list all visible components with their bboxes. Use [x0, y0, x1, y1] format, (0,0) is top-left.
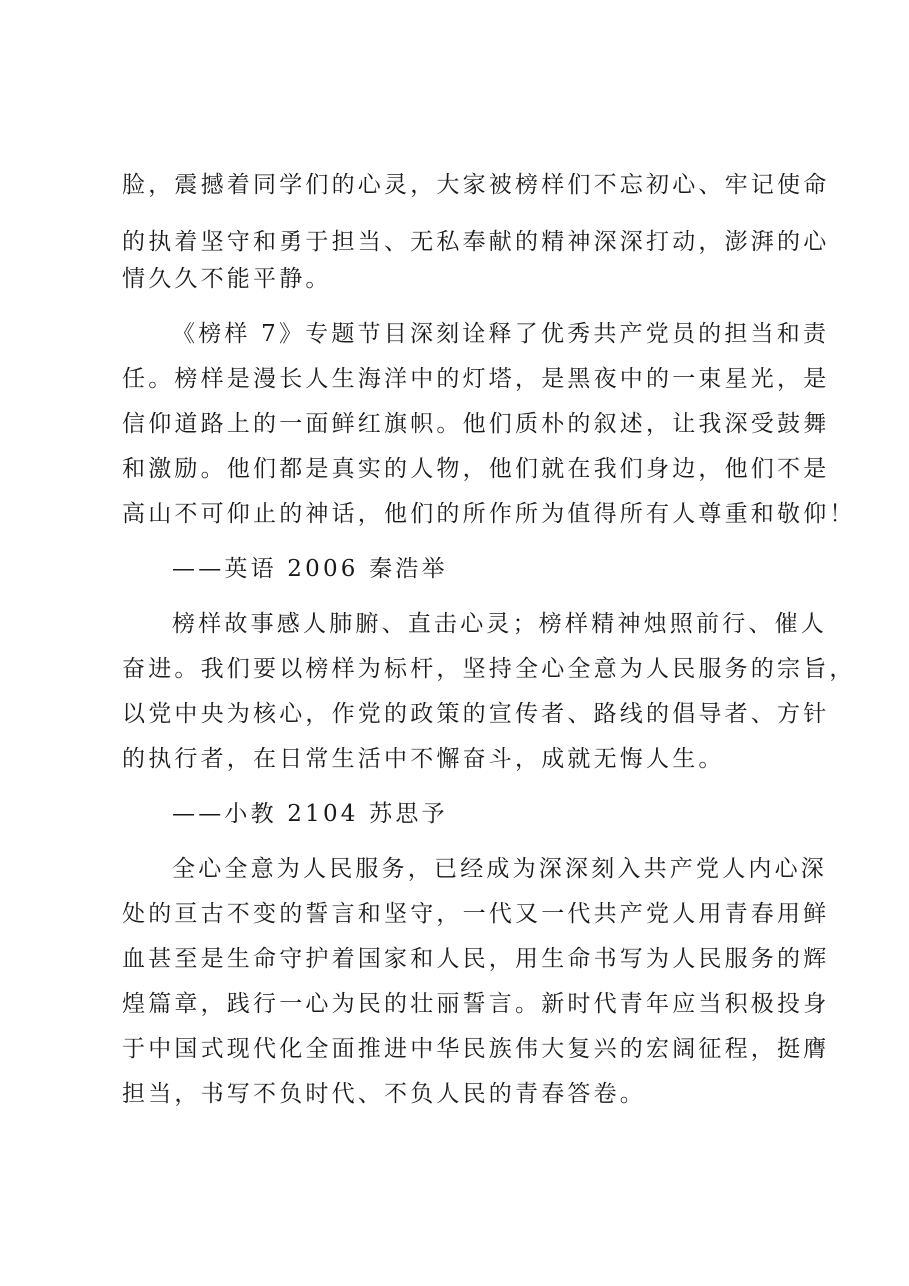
author-signature: ——小教 2104 苏思予: [172, 801, 448, 827]
text-line: 的执行者，在日常生活中不懈奋斗，成就无悔人生。: [122, 746, 725, 772]
text-line: 情久久不能平静。: [122, 266, 332, 292]
text-line: 高山不可仰止的神话，他们的所作所为值得所有人尊重和敬仰！: [122, 501, 856, 527]
text-line: 信仰道路上的一面鲜红旗帜。他们质朴的叙述，让我深受鼓舞: [122, 411, 830, 437]
paragraph-start-line: 榜样故事感人肺腑、直击心灵；榜样精神烛照前行、催人: [172, 611, 827, 637]
text-line: 任。榜样是漫长人生海洋中的灯塔，是黑夜中的一束星光，是: [122, 366, 830, 392]
paragraph-start-line: 《榜样 7》专题节目深刻诠释了优秀共产党员的担当和责: [172, 321, 830, 347]
text-line: 的执着坚守和勇于担当、无私奉献的精神深深打动，澎湃的心: [122, 229, 830, 255]
text-line: 和激励。他们都是真实的人物，他们就在我们身边，他们不是: [122, 456, 830, 482]
text-line: 于中国式现代化全面推进中华民族伟大复兴的宏阔征程，挺膺: [122, 1036, 830, 1062]
text-line: 担当，书写不负时代、不负人民的青春答卷。: [122, 1081, 646, 1107]
text-line: 煌篇章，践行一心为民的壮丽誓言。新时代青年应当积极投身: [122, 991, 830, 1017]
text-line: 脸，震撼着同学们的心灵，大家被榜样们不忘初心、牢记使命: [122, 172, 830, 198]
author-signature: ——英语 2006 秦浩举: [172, 556, 448, 582]
text-line: 以党中央为核心，作党的政策的宣传者、路线的倡导者、方针: [122, 701, 830, 727]
text-line: 处的亘古不变的誓言和坚守，一代又一代共产党人用青春用鲜: [122, 901, 830, 927]
text-line: 血甚至是生命守护着国家和人民，用生命书写为人民服务的辉: [122, 946, 830, 972]
text-line: 奋进。我们要以榜样为标杆，坚持全心全意为人民服务的宗旨，: [122, 656, 856, 682]
paragraph-start-line: 全心全意为人民服务，已经成为深深刻入共产党人内心深: [172, 856, 827, 882]
